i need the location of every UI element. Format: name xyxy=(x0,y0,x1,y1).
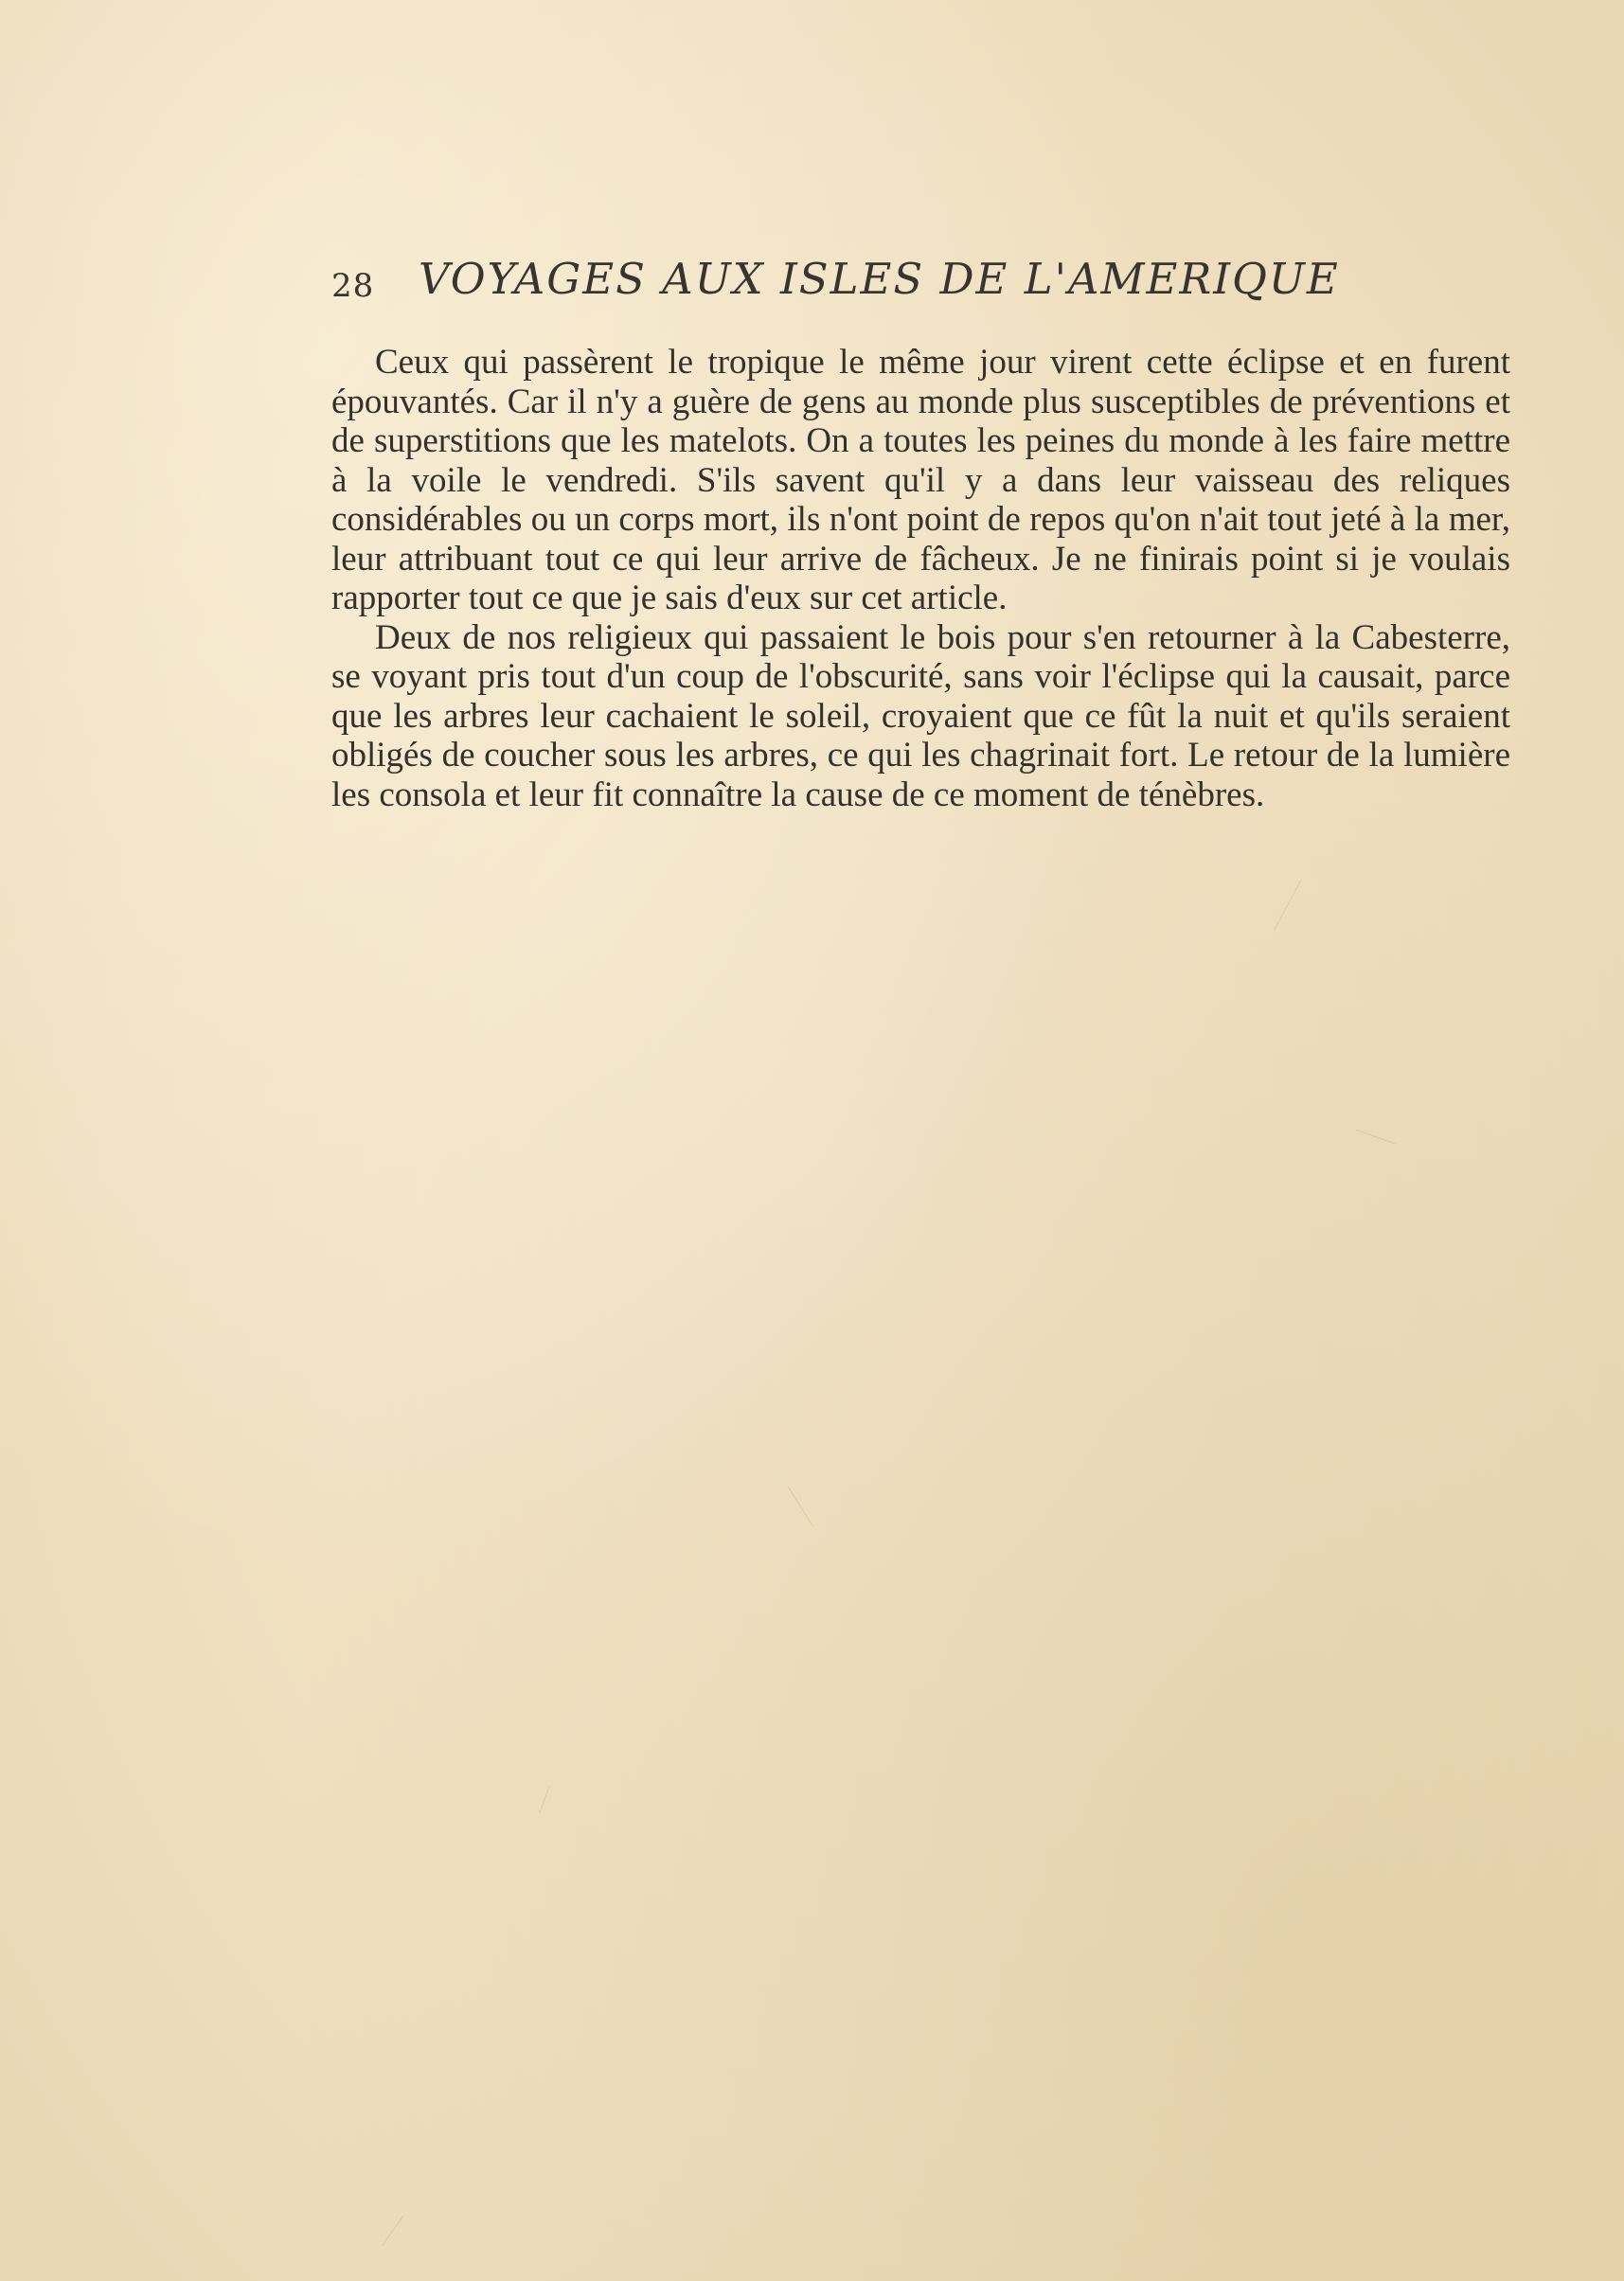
body-text xyxy=(331,343,1510,814)
running-title: VOYAGES AUX ISLES DE L'AMERIQUE xyxy=(419,254,1340,304)
paper-fiber xyxy=(1274,880,1301,930)
page-number: 28 xyxy=(331,267,375,305)
paper-fiber xyxy=(1355,1129,1396,1144)
running-header xyxy=(331,254,1562,320)
paper-fiber xyxy=(787,1486,812,1526)
paper-fiber xyxy=(382,2215,404,2246)
paragraph: Deux de nos religieux qui passaient le bois pour s'en retourner à la Cabesterre, se voyant pris tout d'un coup de l'obscurité, sans voir l'éclipse qui la causait, parce que les arbres leur cachaient le soleil, croyaient que ce fût la nuit et qu'ils seraient obligés de coucher sous les arbres, ce qui les chagrinait fort. Le retour de la lumière les consola et leur fit connaître la cause de ce moment de ténèbres. xyxy=(331,617,1510,814)
paper-fiber xyxy=(539,1786,549,1813)
paragraph: Ceux qui passèrent le tropique le même jour virent cette éclipse et en furent épouvantés. Car il n'y a guère de gens au monde plus susceptibles de préventions et de superstitions que les matelots. On a toutes les peines du monde à les faire mettre à la voile le vendredi. S'ils savent qu'il y a dans leur vaisseau des reliques considérables ou un corps mort, ils n'ont point de repos qu'on n'ait tout jeté à la mer, leur attribuant tout ce qui leur arrive de fâcheux. Je ne finirais point si je voulais rapporter tout ce que je sais d'eux sur cet article. xyxy=(331,343,1510,617)
